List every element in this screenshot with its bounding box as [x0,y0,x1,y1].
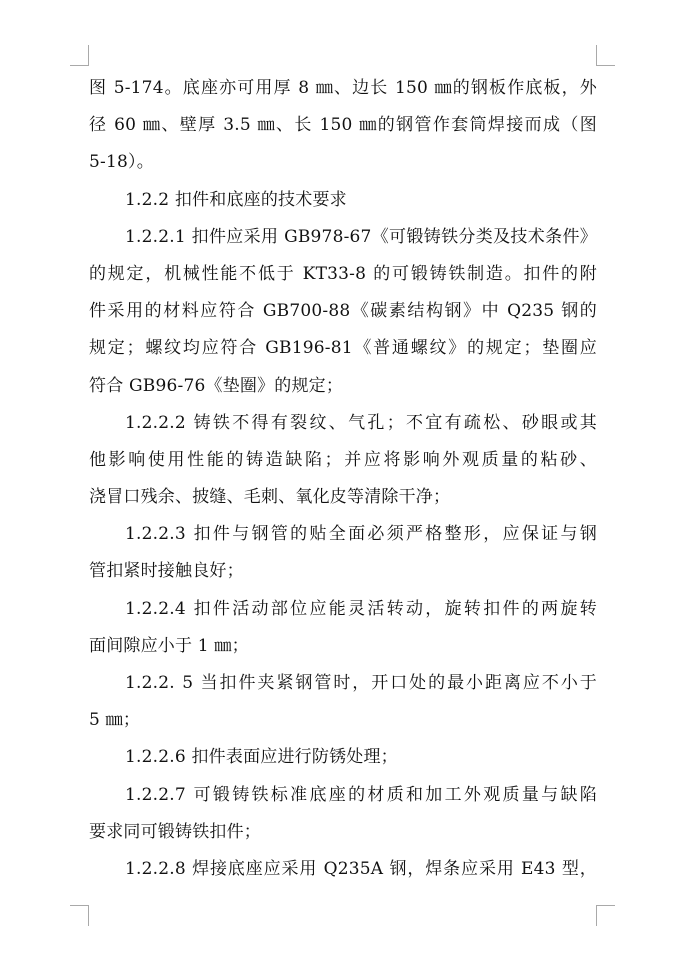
text-line: 1.2.2.8 焊接底座应采用 Q235A 钢，焊条应采用 E43 型， [125,858,597,879]
text-line: 5-18）。 [89,152,154,173]
text-line: 图 5-174。底座亦可用厚 8 ㎜、边长 150 ㎜的钢板作底板，外 [89,78,597,98]
text-line: 的规定，机械性能不低于 KT33-8 的可锻铸铁制造。扣件的附 [89,263,597,284]
text-line: 件采用的材料应符合 GB700-88《碳素结构钢》中 Q235 钢的 [89,301,597,322]
text-line: 符合 GB96-76《垫圈》的规定； [89,375,344,396]
crop-mark-top-right [596,45,615,66]
crop-mark-top-left [70,45,89,66]
text-line: 径 60 ㎜、壁厚 3.5 ㎜、长 150 ㎜的钢管作套筒焊接而成（图 [89,115,597,136]
text-line: 他影响使用性能的铸造缺陷；并应将影响外观质量的粘砂、 [89,449,597,470]
text-line: 1.2.2.6 扣件表面应进行防锈处理； [125,747,398,768]
text-line: 1.2.2.1 扣件应采用 GB978-67《可锻铸铁分类及技术条件》 [125,226,597,247]
text-line: 面间隙应小于 1 ㎜； [89,635,249,656]
text-line: 管扣紧时接触良好； [89,561,244,582]
text-line: 5 ㎜； [89,710,141,731]
section-heading: 1.2.2 扣件和底座的技术要求 [125,189,347,210]
crop-mark-bottom-right [596,905,615,926]
text-line: 要求同可锻铸铁扣件； [89,821,261,842]
text-line: 规定；螺纹均应符合 GB196-81《普通螺纹》的规定；垫圈应 [89,338,597,359]
text-line: 浇冒口残余、披缝、毛刺、氧化皮等清除干净； [89,487,451,508]
text-line: 1.2.2. 5 当扣件夹紧钢管时，开口处的最小距离应不小于 [125,673,597,693]
document-body [89,70,597,888]
text-line: 1.2.2.2 铸铁不得有裂纹、气孔；不宜有疏松、砂眼或其 [125,412,597,433]
crop-mark-bottom-left [70,905,89,926]
text-line: 1.2.2.7 可锻铸铁标准底座的材质和加工外观质量与缺陷 [125,784,597,805]
text-line: 1.2.2.4 扣件活动部位应能灵活转动，旋转扣件的两旋转 [125,598,597,619]
text-line: 1.2.2.3 扣件与钢管的贴全面必须严格整形，应保证与钢 [125,524,597,545]
